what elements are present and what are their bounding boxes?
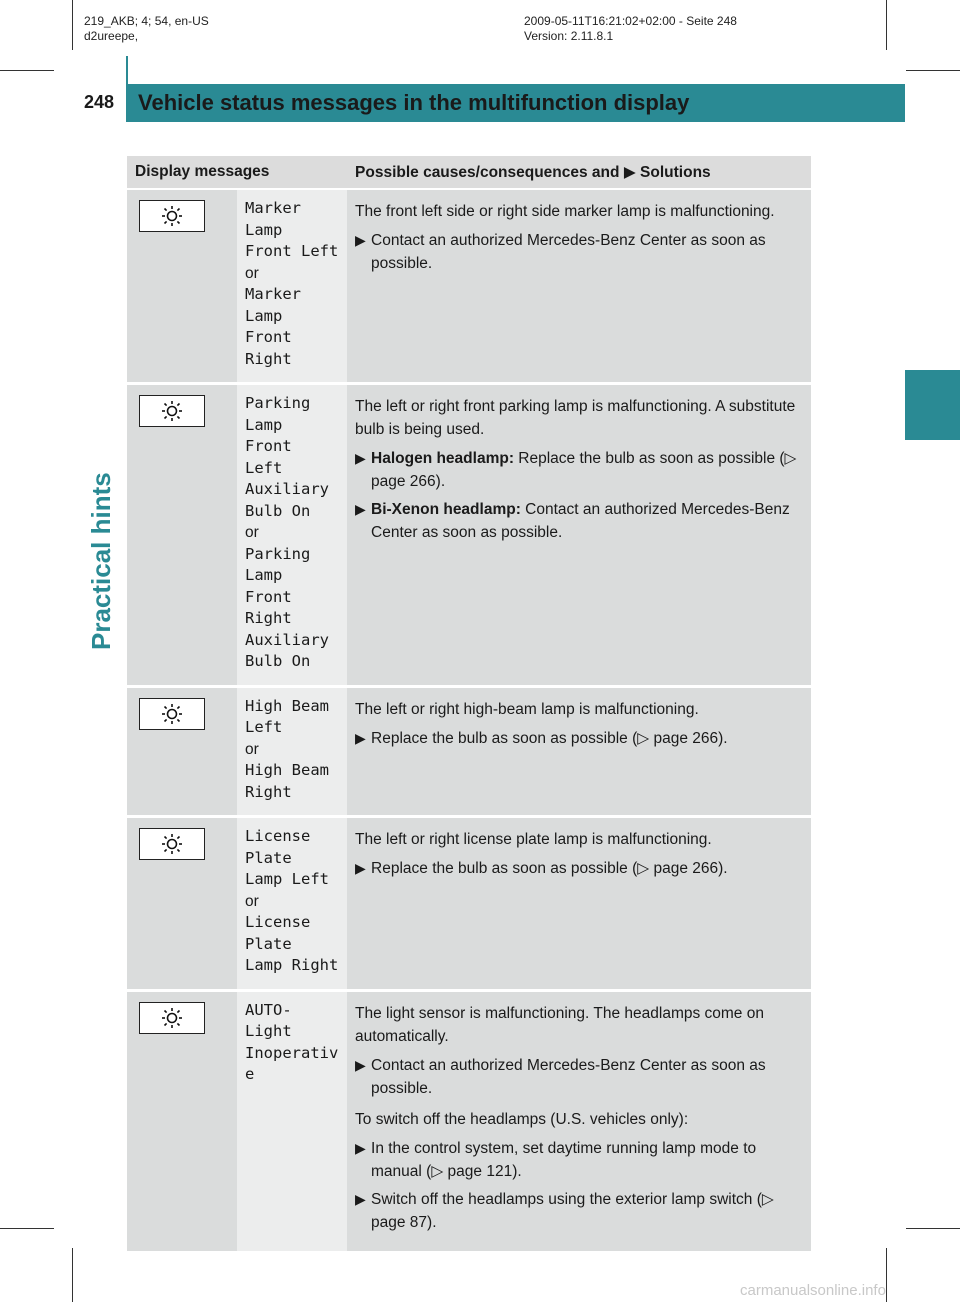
display-message-line: Marker bbox=[245, 199, 301, 217]
solution-step-text: Switch off the headlamps using the exterior lamp switch (▷ page 87). bbox=[371, 1190, 774, 1231]
col-header-display-messages bbox=[127, 156, 347, 189]
solution-step-text: Contact an authorized Mercedes-Benz Center as soon as possible. bbox=[371, 1056, 766, 1097]
solution-step-text: Replace the bulb as soon as possible (▷ page 266). bbox=[371, 450, 797, 490]
lamp-icon-svg bbox=[161, 400, 183, 422]
solution-cell bbox=[347, 189, 811, 384]
arrow-icon: ▶ bbox=[355, 1139, 366, 1156]
display-message-line: Marker bbox=[245, 285, 301, 303]
page-number: 248 bbox=[84, 92, 115, 112]
display-message-cell bbox=[237, 189, 347, 384]
or-label: or bbox=[245, 264, 259, 282]
solution-cell bbox=[347, 384, 811, 687]
icon-cell bbox=[127, 384, 237, 687]
display-message-line: Plate bbox=[245, 934, 292, 953]
display-message-line: Left bbox=[245, 718, 283, 736]
display-message-line: Bulb On bbox=[245, 652, 311, 670]
display-message-line: Bulb On bbox=[245, 501, 311, 520]
side-tab bbox=[905, 370, 960, 440]
arrow-icon: ▶ bbox=[355, 1056, 366, 1073]
table-header-row bbox=[127, 156, 811, 189]
display-message-cell bbox=[237, 686, 347, 817]
table-row bbox=[127, 384, 811, 687]
arrow-icon: ▶ bbox=[623, 163, 636, 181]
solution-step-text: Contact an authorized Mercedes-Benz Center as soon as possible. bbox=[371, 501, 790, 541]
lamp-icon bbox=[139, 395, 205, 427]
display-message-line: Lamp bbox=[245, 306, 283, 325]
display-message-line: Lamp bbox=[245, 566, 283, 584]
cause-text: The left or right high-beam lamp is malfunctioning. bbox=[355, 700, 699, 718]
crop-mark bbox=[0, 70, 54, 71]
icon-cell bbox=[127, 817, 237, 991]
display-message-line: Inoperativ bbox=[245, 1043, 339, 1062]
display-message-line: Plate bbox=[245, 848, 292, 867]
doc-meta-right bbox=[524, 14, 737, 44]
col-header-display-messages-label: Display messages bbox=[135, 163, 270, 180]
arrow-icon: ▶ bbox=[355, 232, 366, 248]
solution-cell bbox=[347, 817, 811, 991]
header-separator bbox=[126, 56, 128, 122]
side-section-label: Practical hints bbox=[86, 472, 116, 650]
status-messages-table bbox=[127, 156, 811, 1254]
arrow-icon: ▶ bbox=[355, 1190, 366, 1207]
arrow-icon: ▶ bbox=[355, 501, 366, 517]
display-message-cell bbox=[237, 384, 347, 687]
solution-step-text: Replace the bulb as soon as possible (▷ page 266). bbox=[371, 729, 728, 747]
solution-step bbox=[355, 229, 803, 275]
table-row bbox=[127, 990, 811, 1252]
doc-meta-left-line2: d2ureepe, bbox=[84, 29, 139, 43]
solution-cell bbox=[347, 686, 811, 817]
solution-step-text: Contact an authorized Mercedes-Benz Center as soon as possible. bbox=[371, 232, 766, 272]
display-message-line: Lamp bbox=[245, 220, 283, 239]
display-message-line: Auxiliary bbox=[245, 630, 329, 649]
display-message-line: Light bbox=[245, 1022, 292, 1040]
display-message-line: Right bbox=[245, 609, 292, 627]
doc-meta-right-line2: Version: 2.11.8.1 bbox=[524, 29, 614, 43]
solution-step bbox=[355, 1188, 803, 1234]
solution-step-bold: Bi-Xenon headlamp: bbox=[371, 501, 521, 518]
lamp-icon-svg bbox=[161, 703, 183, 725]
icon-cell bbox=[127, 189, 237, 384]
display-message-line: Parking bbox=[245, 394, 311, 412]
solution-step bbox=[355, 1054, 803, 1100]
display-message-line: License bbox=[245, 827, 311, 845]
table-row bbox=[127, 686, 811, 817]
crop-mark bbox=[72, 0, 73, 50]
or-label: or bbox=[245, 740, 259, 758]
display-message-cell bbox=[237, 990, 347, 1252]
arrow-icon: ▶ bbox=[355, 450, 366, 466]
solution-step bbox=[355, 1137, 803, 1183]
display-message-line: Front bbox=[245, 328, 292, 346]
watermark: carmanualsonline.info bbox=[740, 1282, 886, 1299]
display-message-line: Front Left bbox=[245, 242, 339, 260]
display-message-line: Lamp Left bbox=[245, 870, 329, 888]
table-row bbox=[127, 817, 811, 991]
icon-cell bbox=[127, 686, 237, 817]
solution-step bbox=[355, 727, 803, 750]
display-message-line: Left bbox=[245, 458, 283, 477]
display-message-cell bbox=[237, 817, 347, 991]
display-message-line: Right bbox=[245, 349, 292, 368]
lamp-icon-svg bbox=[161, 1007, 183, 1029]
lamp-icon-svg bbox=[161, 833, 183, 855]
col-header-solutions-post: Solutions bbox=[640, 163, 711, 181]
doc-meta-left bbox=[84, 14, 209, 44]
icon-cell bbox=[127, 990, 237, 1252]
solution-step-text: Replace the bulb as soon as possible (▷ page 266). bbox=[371, 860, 728, 877]
cause-text: The front left side or right side marker lamp is malfunctioning. bbox=[355, 203, 775, 220]
table-row bbox=[127, 189, 811, 384]
doc-meta-right-line1: 2009-05-11T16:21:02+02:00 - Seite 248 bbox=[524, 14, 737, 28]
display-message-line: Lamp bbox=[245, 415, 283, 434]
display-message-line: Right bbox=[245, 782, 292, 801]
display-message-line: High Beam bbox=[245, 761, 329, 779]
display-message-line: Auxiliary bbox=[245, 480, 329, 498]
arrow-icon: ▶ bbox=[355, 729, 366, 746]
col-header-solutions bbox=[347, 156, 811, 189]
col-header-solutions-pre: Possible causes/consequences and bbox=[355, 163, 620, 181]
display-message-line: Lamp Right bbox=[245, 956, 339, 974]
note-text: To switch off the headlamps (U.S. vehicles only): bbox=[355, 1110, 689, 1128]
display-message-line: Front bbox=[245, 587, 292, 606]
crop-mark bbox=[906, 70, 960, 71]
solution-step bbox=[355, 857, 803, 880]
lamp-icon bbox=[139, 828, 205, 860]
solution-cell bbox=[347, 990, 811, 1252]
or-label: or bbox=[245, 524, 259, 541]
doc-meta-left-line1: 219_AKB; 4; 54, en-US bbox=[84, 14, 209, 28]
or-label: or bbox=[245, 892, 259, 910]
solution-step-bold: Halogen headlamp: bbox=[371, 450, 514, 467]
lamp-icon-svg bbox=[161, 205, 183, 227]
cause-text: The left or right license plate lamp is malfunctioning. bbox=[355, 831, 712, 848]
crop-mark bbox=[886, 0, 887, 50]
display-message-line: License bbox=[245, 913, 311, 931]
page-title: Vehicle status messages in the multifunction display bbox=[138, 90, 690, 115]
solution-step bbox=[355, 447, 803, 493]
solution-step-text: In the control system, set daytime running lamp mode to manual (▷ page 121). bbox=[371, 1139, 757, 1180]
cause-text: The light sensor is malfunctioning. The headlamps come on automatically. bbox=[355, 1004, 764, 1045]
crop-mark bbox=[0, 1228, 54, 1229]
display-message-line: Front bbox=[245, 437, 292, 455]
cause-text: The left or right front parking lamp is malfunctioning. A substitute bulb is being used. bbox=[355, 398, 796, 438]
display-message-line: e bbox=[245, 1065, 255, 1083]
lamp-icon bbox=[139, 200, 205, 232]
lamp-icon bbox=[139, 1002, 205, 1034]
crop-mark bbox=[886, 1248, 887, 1302]
crop-mark bbox=[72, 1248, 73, 1302]
lamp-icon bbox=[139, 698, 205, 730]
crop-mark bbox=[906, 1228, 960, 1229]
solution-step bbox=[355, 498, 803, 544]
display-message-line: AUTO- bbox=[245, 1000, 292, 1019]
arrow-icon: ▶ bbox=[355, 860, 366, 876]
display-message-line: High Beam bbox=[245, 696, 329, 715]
display-message-line: Parking bbox=[245, 544, 311, 563]
